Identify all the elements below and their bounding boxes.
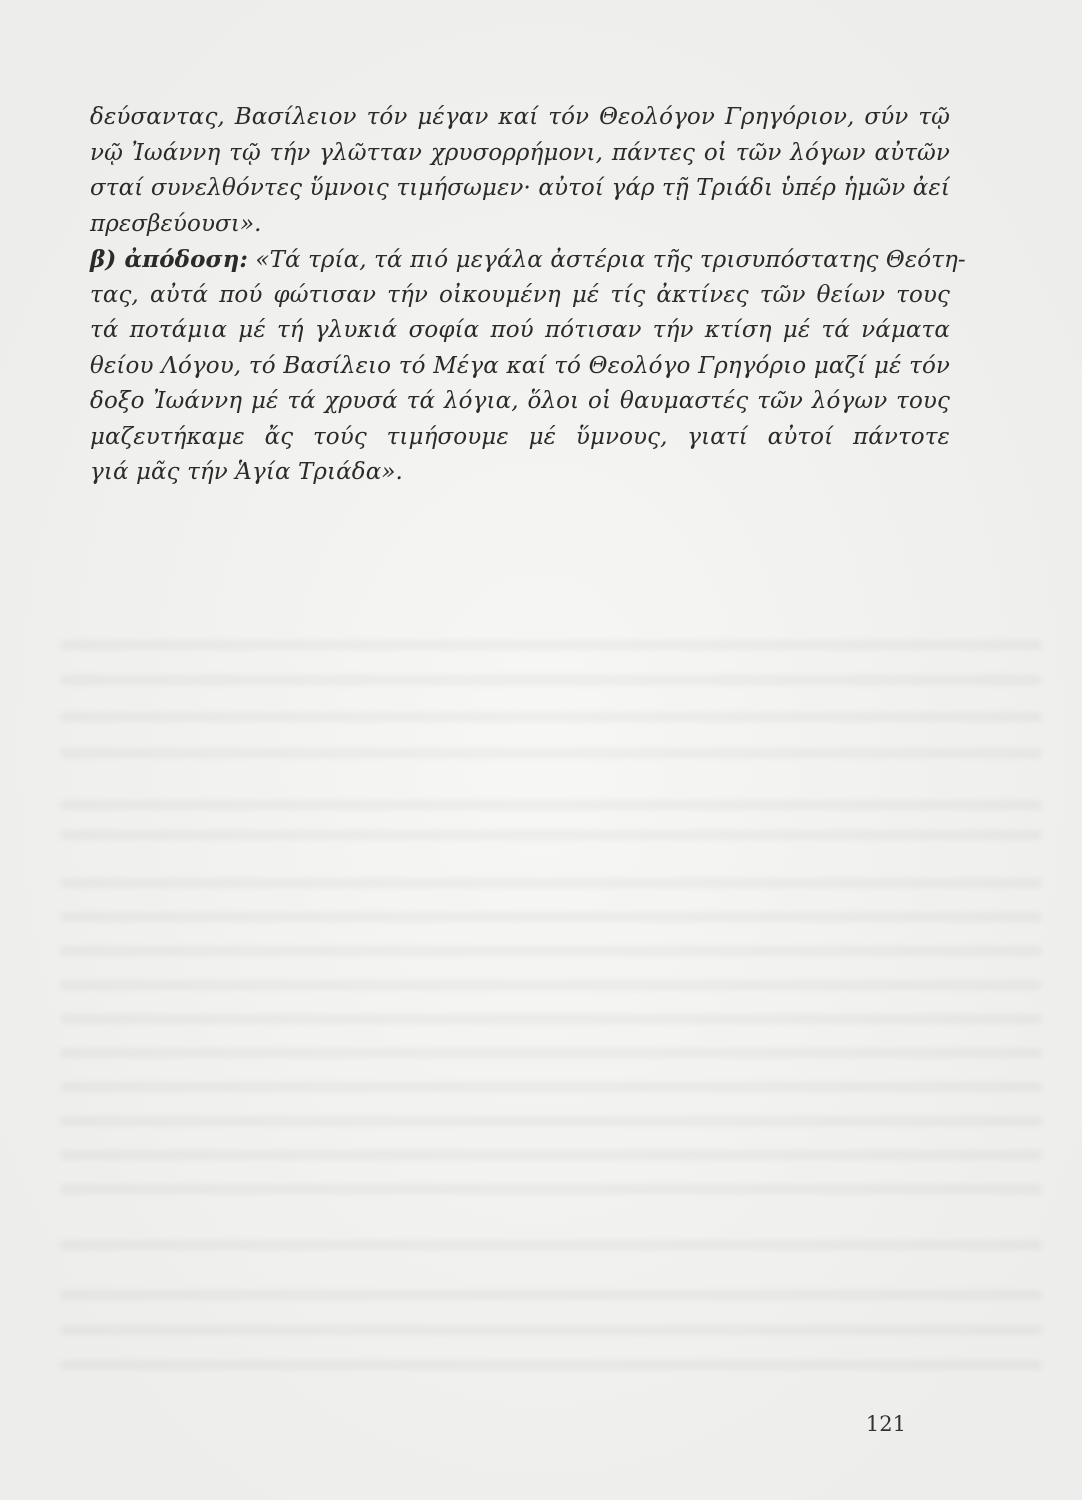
text-line: θείου Λόγου, τό Βασίλειο τό Μέγα καί τό Θεολόγο Γρηγόριο μαζί μέ τόν <box>90 352 950 379</box>
bleed-through-line <box>60 1082 1042 1092</box>
text-line: γιά μᾶς τήν Ἁγία Τριάδα». <box>90 459 403 485</box>
text-line: σταί συνελθόντες ὕμνοις τιμήσωμεν· αὐτοί γάρ τῇ Τριάδι ὑπέρ ἡμῶν ἀεί <box>90 175 950 201</box>
text-line: τας, αὐτά πού φώτισαν τήν οἰκουμένη μέ τίς ἀκτίνες τῶν θείων τους <box>90 281 950 308</box>
text-line: δεύσαντας, Βασίλειον τόν μέγαν καί τόν Θεολόγον Γρηγόριον, σύν τῷ <box>90 104 950 130</box>
bleed-through-line <box>60 878 1042 888</box>
text-line <box>90 242 966 278</box>
body-text <box>90 100 966 491</box>
bleed-through-line <box>60 1290 1042 1300</box>
bleed-through-line <box>60 748 1042 758</box>
bleed-through-line <box>60 1116 1042 1126</box>
bleed-through-line <box>60 712 1042 722</box>
bleed-through-line <box>60 1325 1042 1335</box>
bleed-through-line <box>60 1150 1042 1160</box>
text-line: τά ποτάμια μέ τή γλυκιά σοφία πού πότισαν τήν κτίση μέ τά νάματα <box>90 317 950 343</box>
bleed-through-line <box>60 946 1042 956</box>
text-line: δοξο Ἰωάννη μέ τά χρυσά τά λόγια, ὅλοι οἱ θαυμαστές τῶν λόγων τους <box>90 388 950 414</box>
bleed-through-line <box>60 675 1042 685</box>
translation-label: β) ἀπόδοση: <box>90 246 248 273</box>
text-line: μαζευτήκαμε ἄς τούς τιμήσουμε μέ ὕμνους, γιατί αὐτοί πάντοτε <box>90 423 950 450</box>
paragraph-2 <box>90 242 966 491</box>
bleed-through-line <box>60 1048 1042 1058</box>
bleed-through-line <box>60 912 1042 922</box>
bleed-through-line <box>60 640 1042 650</box>
page-number: 121 <box>865 1412 906 1436</box>
bleed-through-line <box>60 1240 1042 1250</box>
text-line: νῷ Ἰωάννη τῷ τήν γλῶτταν χρυσορρήμονι, πάντες οἱ τῶν λόγων αὐτῶν <box>90 139 950 166</box>
bleed-through-line <box>60 830 1042 840</box>
bleed-through-line <box>60 1014 1042 1024</box>
bleed-through-line <box>60 1360 1042 1370</box>
bleed-through-line <box>60 1184 1042 1194</box>
bleed-through-line <box>60 980 1042 990</box>
paragraph-1 <box>90 100 950 242</box>
text-line: πρεσβεύουσι». <box>90 210 262 237</box>
bleed-through-line <box>60 800 1042 810</box>
text-line-rest: «Τά τρία, τά πιό μεγάλα ἀστέρια τῆς τρισυπόστατης Θεότη- <box>248 247 966 273</box>
